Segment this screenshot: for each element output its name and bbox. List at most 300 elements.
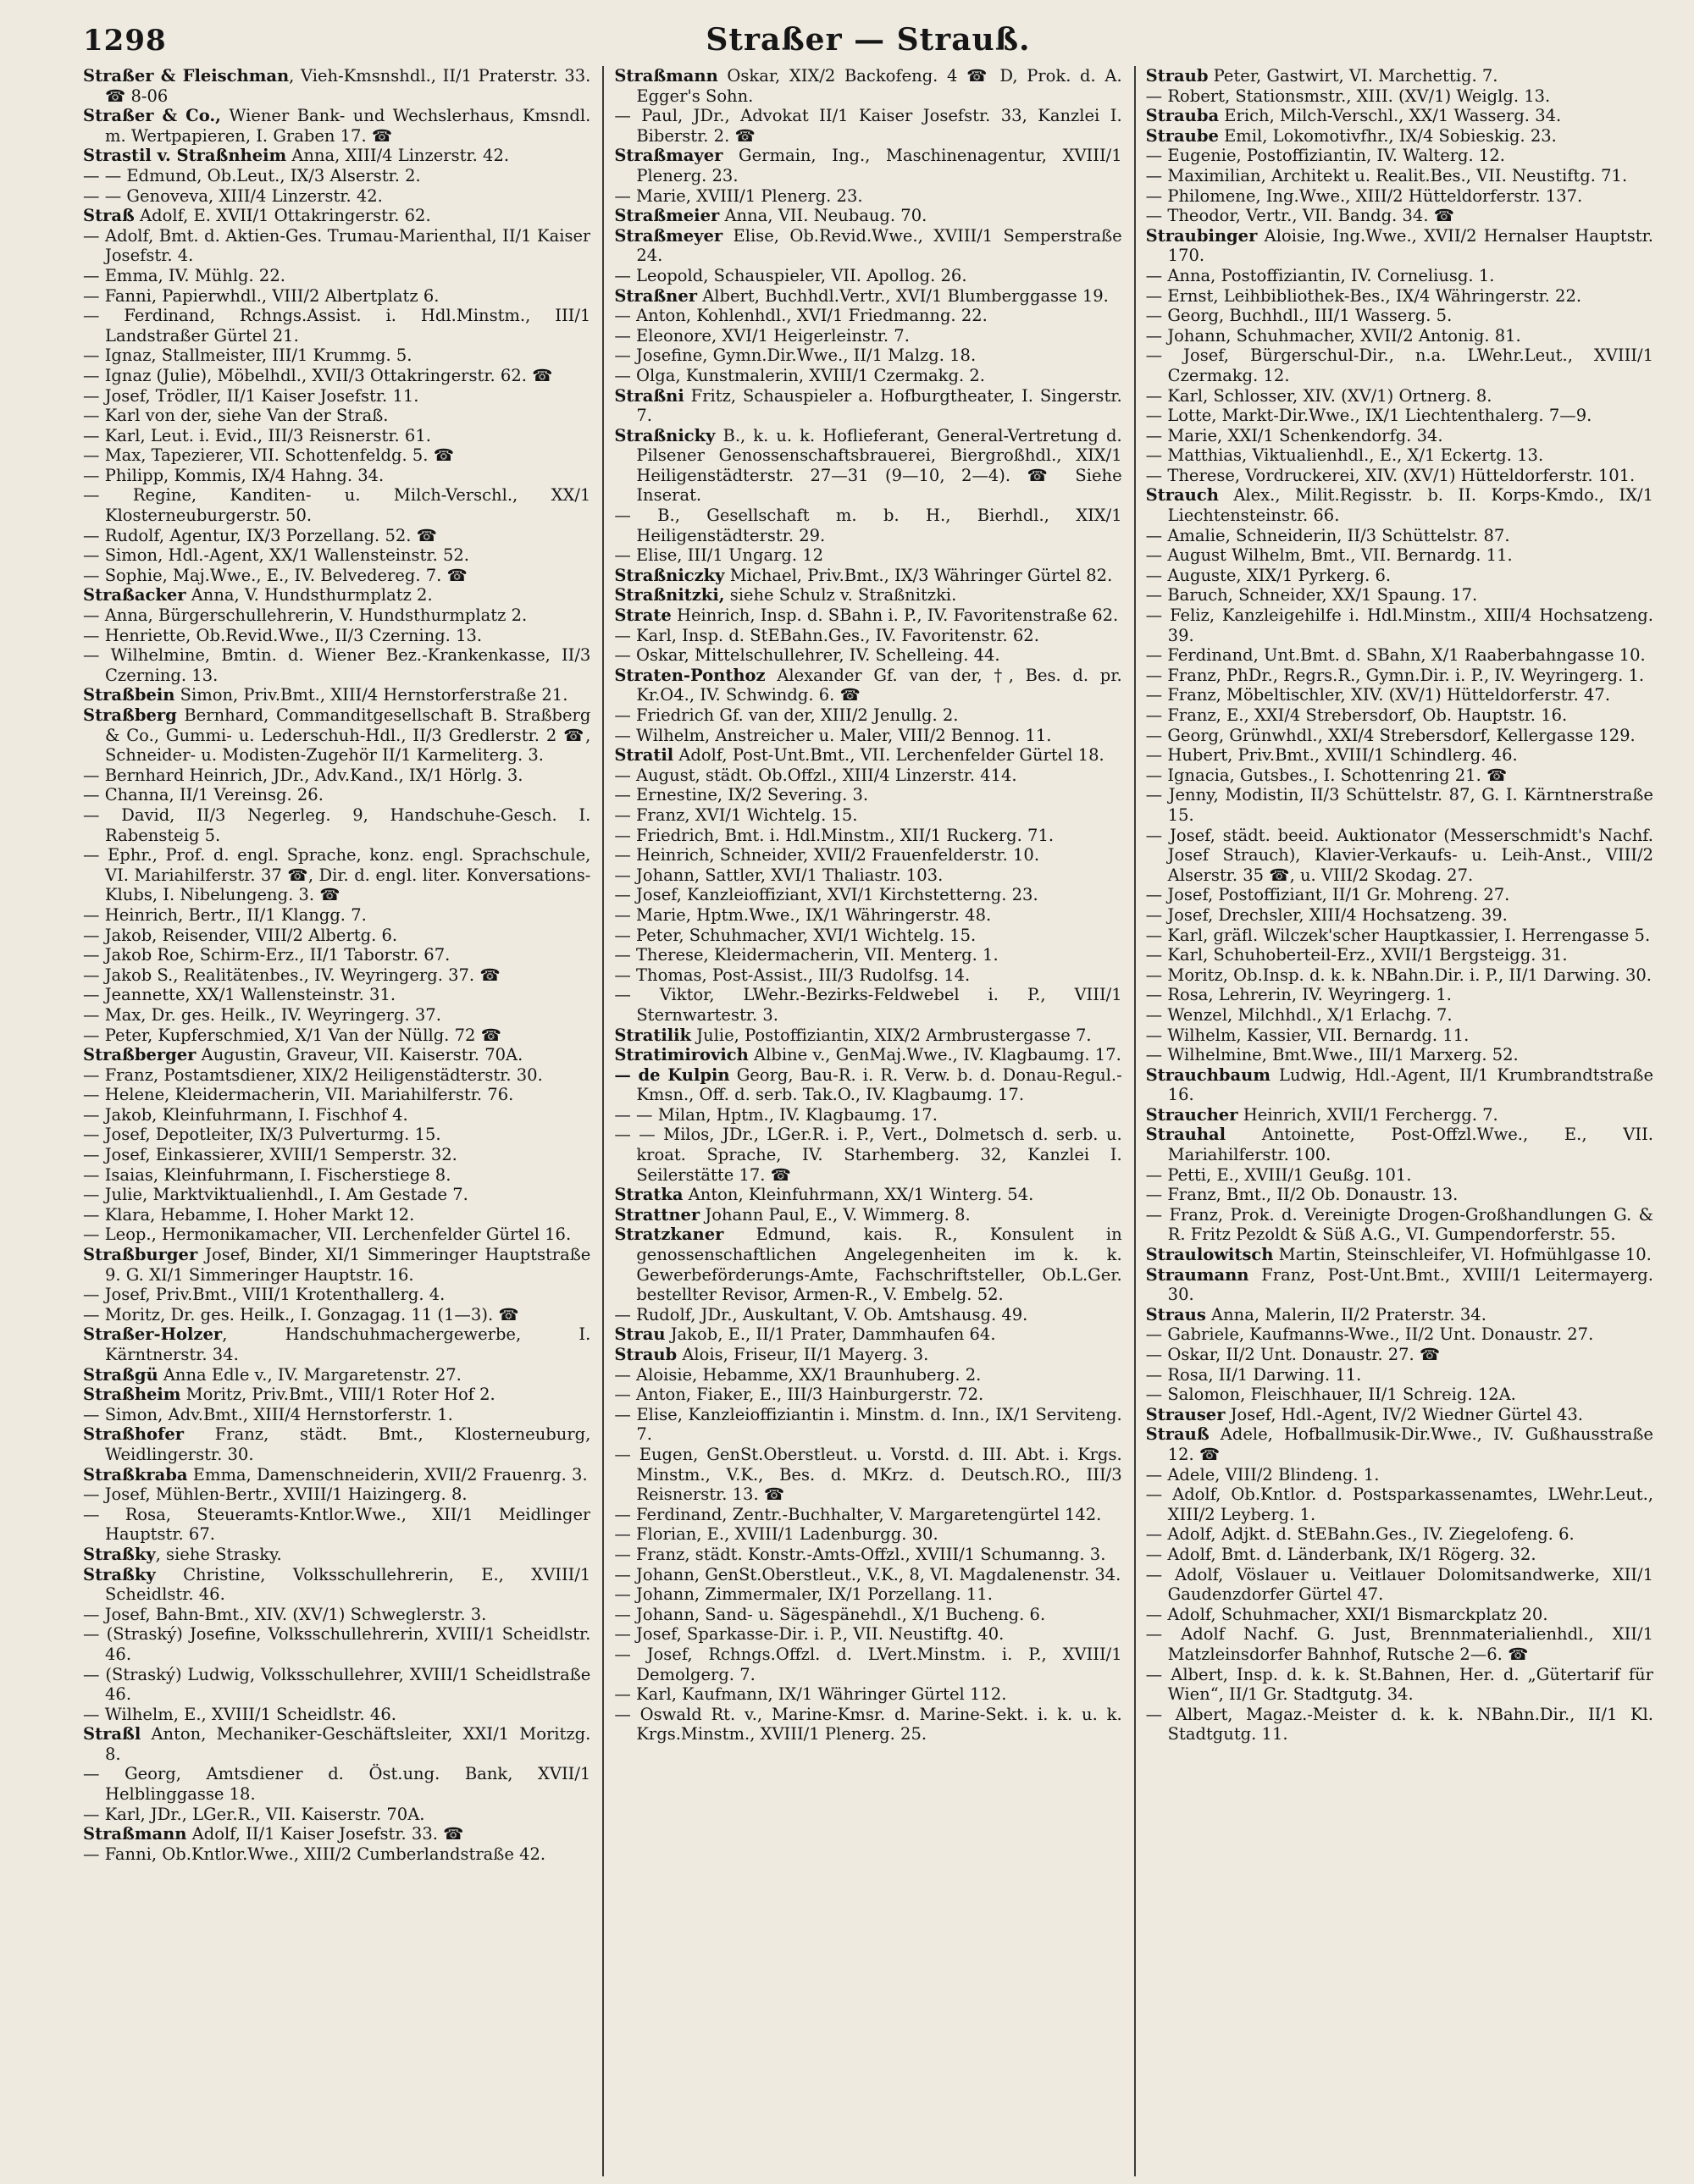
directory-entry [1146, 705, 1653, 726]
entry-details: — Rudolf, JDr., Auskultant, V. Ob. Amtshausg. 49. [614, 1304, 1028, 1324]
directory-entry [614, 1524, 1121, 1545]
entry-details: — Adolf, Adjkt. d. StEBahn.Ges., IV. Ziegelofeng. 6. [1145, 1524, 1575, 1545]
entry-details: — Wenzel, Milchhdl., X/1 Erlachg. 7. [1145, 1004, 1453, 1025]
entry-details: Augustin, Graveur, VII. Kaiserstr. 70A. [196, 1045, 523, 1065]
directory-entry [83, 346, 590, 366]
entry-details: — Moritz, Ob.Insp. d. k. k. NBahn.Dir. i. P., II/1 Darwing. 30. [1145, 965, 1652, 985]
entry-details: — Amalie, Schneiderin, II/3 Schüttelstr. 87. [1145, 525, 1510, 545]
directory-entry [614, 1045, 1121, 1065]
entry-details: — Ignacia, Gutsbes., I. Schottenring 21. ☎ [1145, 765, 1508, 785]
entry-details: — Franz, Bmt., II/2 Ob. Donaustr. 13. [1145, 1185, 1459, 1205]
entry-details: — Josefine, Gymn.Dir.Wwe., II/1 Malzg. 18. [614, 346, 977, 366]
directory-entry [614, 1565, 1121, 1585]
column-3 [1134, 66, 1653, 2176]
directory-entry [1146, 666, 1653, 686]
directory-entry [614, 985, 1121, 1025]
entry-details: — Baruch, Schneider, XX/1 Spaung. 17. [1145, 585, 1478, 605]
directory-entry [1146, 326, 1653, 346]
directory-entry [83, 406, 590, 426]
entry-details: — Eugen, GenSt.Oberstleut. u. Vorstd. d. III. Abt. i. Krgs. Minstm., V.K., Bes. d. MKrz. d. Deutsch.RO., III/3 Reisnerstr. 13. ☎ [614, 1444, 1122, 1505]
directory-entry [614, 805, 1121, 826]
entry-details: Antoinette, Post-Offzl.Wwe., E., VII. Mariahilferstr. 100. [1167, 1125, 1653, 1165]
entry-details: Wiener Bank- und Wechslerhaus, Kmsndl. m. Wertpapieren, I. Graben 17. ☎ [105, 106, 591, 146]
entry-details: — Max, Tapezierer, VII. Schottenfeldg. 5. ☎ [83, 445, 454, 466]
directory-entry [614, 626, 1121, 646]
entry-details: — Simon, Hdl.-Agent, XX/1 Wallensteinstr. 52. [83, 545, 469, 566]
directory-entry [614, 585, 1121, 605]
entry-details: — Georg, Buchhdl., III/1 Wasserg. 5. [1145, 306, 1453, 326]
directory-entry [1146, 1165, 1653, 1186]
directory-entry [614, 1324, 1121, 1345]
page-header [83, 19, 1653, 63]
entry-details: — Adele, VIII/2 Blindeng. 1. [1145, 1464, 1380, 1485]
directory-entry [614, 885, 1121, 905]
entry-details: Anna Edle v., IV. Margaretenstr. 27. [158, 1364, 462, 1385]
entry-details: — Josef, Bürgerschul-Dir., n.a. LWehr.Leut., XVIII/1 Czermakg. 12. [1145, 346, 1653, 385]
entry-details: — Friedrich Gf. van der, XIII/2 Jenullg. 2. [614, 705, 959, 725]
directory-entry [83, 286, 590, 307]
entry-surname: Straßbein [83, 685, 175, 705]
directory-entry [614, 1205, 1121, 1225]
directory-entry [1146, 1565, 1653, 1605]
directory-entry [1146, 1545, 1653, 1565]
entry-surname: Straten-Ponthoz [614, 665, 766, 685]
directory-entry [614, 826, 1121, 846]
directory-entry [614, 186, 1121, 207]
entry-details: — Simon, Adv.Bmt., XIII/4 Hernstorferstr. 1. [83, 1404, 453, 1424]
directory-entry [83, 605, 590, 626]
directory-entry [1146, 1105, 1653, 1125]
directory-entry [614, 1505, 1121, 1525]
directory-entry [614, 366, 1121, 386]
directory-entry [614, 1185, 1121, 1205]
directory-entry [83, 926, 590, 946]
entry-details: — Rosa, Lehrerin, IV. Weyringerg. 1. [1145, 985, 1452, 1005]
entry-surname: Straßky [83, 1544, 156, 1564]
entry-details: — Ernst, Leihbibliothek-Bes., IX/4 Währingerstr. 22. [1145, 285, 1582, 306]
entry-details: — Wilhelm, Kassier, VII. Bernardg. 11. [1145, 1025, 1470, 1045]
directory-entry [83, 705, 590, 766]
entry-details: — Karl, gräfl. Wilczek'scher Hauptkassier, I. Herrengasse 5. [1145, 925, 1651, 945]
entry-details: — Heinrich, Schneider, XVII/2 Frauenfelderstr. 10. [614, 845, 1040, 865]
directory-entry [614, 1385, 1121, 1405]
directory-entry [1146, 885, 1653, 905]
entry-details: — Rosa, Steueramts-Kntlor.Wwe., XII/1 Meidlinger Hauptstr. 67. [83, 1504, 591, 1545]
entry-surname: Strauß [1145, 1424, 1210, 1445]
directory-entry [1146, 726, 1653, 746]
entry-surname: Strate [614, 605, 672, 626]
directory-entry [83, 1305, 590, 1325]
directory-entry [1146, 1665, 1653, 1705]
entry-surname: Strastil v. Straßnheim [83, 146, 287, 166]
directory-entry [614, 1305, 1121, 1325]
directory-entry [614, 905, 1121, 926]
entry-details: — Eugenie, Postoffiziantin, IV. Walterg. 12. [1145, 146, 1505, 166]
directory-entry [1146, 266, 1653, 286]
entry-details: Elise, Ob.Revid.Wwe., XVIII/1 Semperstraße 24. [636, 225, 1122, 266]
entry-details: — — Edmund, Ob.Leut., IX/3 Alserstr. 2. [83, 165, 421, 185]
entry-details: — — Genoveva, XIII/4 Linzerstr. 42. [83, 185, 383, 206]
entry-details: — Salomon, Fleischhauer, II/1 Schreig. 12A. [1145, 1385, 1516, 1405]
directory-entry [1146, 206, 1653, 226]
entry-details: Julie, Postoffiziantin, XIX/2 Armbrustergasse 7. [691, 1025, 1092, 1045]
directory-entry [614, 506, 1121, 545]
directory-entry [1146, 386, 1653, 406]
entry-surname: Straßniczky [614, 565, 725, 585]
entry-details: Bernhard, Commanditgesellschaft B. Straßberg & Co., Gummi- u. Lederschuh-Hdl., II/3 Gredlerstr. 2 ☎, Schneider- u. Modisten-Zugehör II/1 Karmeliterg. 3. [105, 705, 591, 766]
entry-surname: Strauchbaum [1145, 1064, 1270, 1085]
directory-entry [83, 1665, 590, 1705]
directory-entry [83, 905, 590, 926]
entry-details: — Klara, Hebamme, I. Hoher Markt 12. [83, 1204, 415, 1225]
directory-entry [614, 965, 1121, 986]
entry-details: — Jenny, Modistin, II/3 Schüttelstr. 87, G. I. Kärntnerstraße 15. [1145, 785, 1653, 825]
entry-surname: Straulowitsch [1145, 1245, 1274, 1265]
directory-entry [83, 1605, 590, 1625]
directory-entry [1146, 406, 1653, 426]
entry-details: — Georg, Grünwhdl., XXI/4 Strebersdorf, Kellergasse 129. [1145, 725, 1636, 745]
entry-details: — Oswald Rt. v., Marine-Kmsr. d. Marine-Sekt. i. k. u. k. Krgs.Minstm., XVIII/1 Plenerg. 25. [614, 1704, 1122, 1744]
entry-details: — David, II/3 Negerleg. 9, Handschuhe-Gesch. I. Rabensteig 5. [83, 804, 591, 845]
entry-details: — Rudolf, Agentur, IX/3 Porzellang. 52. ☎ [83, 525, 437, 545]
entry-details: — August, städt. Ob.Offzl., XIII/4 Linzerstr. 414. [614, 765, 1017, 785]
entry-details: — Ignaz, Stallmeister, III/1 Krummg. 5. [83, 346, 412, 366]
directory-entry [1146, 86, 1653, 107]
entry-surname: Stratka [614, 1185, 684, 1205]
entry-details: — Anna, Postoffiziantin, IV. Corneliusg. 1. [1145, 265, 1495, 285]
directory-entry [83, 426, 590, 446]
entry-details: — Johann, Sattler, XVI/1 Thaliastr. 103. [614, 865, 944, 885]
entry-details: Edmund, kais. R., Konsulent in genossenschaftlichen Angelegenheiten im k. k. Gewerbeförderungs-Amte, Fachschriftsteller, Ob.L.Ger. bestellter Revisor, Armen-R., V. Embelg. 52. [636, 1225, 1122, 1305]
entry-surname: Straßheim [83, 1385, 181, 1405]
entry-details: — Feliz, Kanzleigehilfe i. Hdl.Minstm., XIII/4 Hochsatzeng. 39. [1145, 605, 1653, 645]
directory-entry [1146, 166, 1653, 186]
directory-entry [614, 605, 1121, 626]
entry-details: — Jakob, Reisender, VIII/2 Albertg. 6. [83, 925, 398, 945]
directory-entry [83, 1105, 590, 1125]
directory-entry [1146, 1424, 1653, 1464]
directory-entry [614, 1545, 1121, 1565]
directory-entry [614, 326, 1121, 346]
entry-details: Alexander Gf. van der, †, Bes. d. pr. Kr.O4., IV. Schwindg. 6. ☎ [636, 665, 1122, 705]
directory-entry [614, 1705, 1121, 1744]
entry-surname: Straßberg [83, 705, 177, 725]
directory-entry [83, 1385, 590, 1405]
entry-details: — Jakob Roe, Schirm-Erz., II/1 Taborstr. 67. [83, 945, 451, 965]
directory-entry [83, 805, 590, 845]
entry-surname: Straßacker [83, 585, 186, 605]
entry-details: Anna, VII. Neubaug. 70. [719, 206, 927, 226]
directory-entry [1146, 1345, 1653, 1365]
entry-details: — Karl, Insp. d. StEBahn.Ges., IV. Favoritenstr. 62. [614, 625, 1039, 645]
directory-entry [1146, 66, 1653, 86]
directory-entry [1146, 1385, 1653, 1405]
entry-surname: Straßkraba [83, 1464, 188, 1485]
entry-details: Anna, XIII/4 Linzerstr. 42. [286, 146, 510, 166]
directory-entry [1146, 1265, 1653, 1305]
directory-entry [83, 685, 590, 705]
directory-entry [83, 785, 590, 805]
entry-details: — Anton, Kohlenhdl., XVI/1 Friedmanng. 22. [614, 306, 988, 326]
entry-details: Johann Paul, E., V. Wimmerg. 8. [700, 1204, 971, 1225]
entry-details: — Adolf, Schuhmacher, XXI/1 Bismarckplatz 20. [1145, 1604, 1548, 1624]
directory-entry [1146, 1405, 1653, 1425]
entry-details: — Aloisie, Hebamme, XX/1 Braunhuberg. 2. [614, 1364, 982, 1385]
entry-details: — Isaias, Kleinfuhrmann, I. Fischerstiege 8. [83, 1164, 451, 1185]
directory-entry [83, 466, 590, 486]
entry-surname: Stratimirovich [614, 1045, 749, 1065]
entry-details: — Oskar, II/2 Unt. Donaustr. 27. ☎ [1145, 1345, 1441, 1364]
entry-surname: Straucher [1145, 1104, 1238, 1125]
directory-entry [614, 1125, 1121, 1185]
directory-entry [1146, 826, 1653, 886]
entry-details: Albert, Buchhdl.Vertr., XVI/1 Blumberggasse 19. [697, 285, 1109, 306]
entry-surname: Straßmayer [614, 146, 723, 166]
entry-details: — Elise, III/1 Ungarg. 12 [614, 545, 824, 566]
entry-details: — Adolf, Bmt. d. Länderbank, IX/1 Rögerg. 32. [1145, 1544, 1536, 1564]
directory-entry [1146, 745, 1653, 766]
directory-entry [1146, 485, 1653, 525]
directory-entry [1146, 1305, 1653, 1325]
directory-entry [614, 206, 1121, 226]
entry-details: — Olga, Kunstmalerin, XVIII/1 Czermakg. 2. [614, 365, 985, 385]
entry-surname: Straßburger [83, 1245, 198, 1265]
directory-entry [1146, 426, 1653, 446]
directory-entry [83, 106, 590, 146]
entry-details: — Johann, Sand- u. Sägespänehdl., X/1 Bucheng. 6. [614, 1604, 1046, 1624]
entry-details: — Karl, JDr., LGer.R., VII. Kaiserstr. 70A. [83, 1804, 425, 1824]
entry-details: — Karl, Leut. i. Evid., III/3 Reisnerstr. 61. [83, 425, 431, 445]
entry-details: — Leopold, Schauspieler, VII. Apollog. 26. [614, 265, 967, 285]
directory-entry [83, 545, 590, 566]
entry-details: — (Straský) Ludwig, Volksschullehrer, XVIII/1 Scheidlstraße 46. [83, 1664, 591, 1705]
entry-details: — Thomas, Post-Assist., III/3 Rudolfsg. 14. [614, 965, 971, 985]
entry-details: — Oskar, Mittelschullehrer, IV. Schelleing. 44. [614, 645, 1000, 666]
directory-entry [614, 1026, 1121, 1046]
directory-entry [1146, 1205, 1653, 1245]
entry-details: — Albert, Insp. d. k. k. St.Bahnen, Her. d. „Gütertarif für Wien“, II/1 Gr. Stadtgutg. 34. [1145, 1664, 1653, 1705]
directory-entry [83, 1165, 590, 1186]
directory-entry [1146, 566, 1653, 586]
entry-surname: Straßni [614, 385, 684, 406]
page-number: 1298 [83, 24, 167, 58]
entry-details: — Heinrich, Bertr., II/1 Klangg. 7. [83, 904, 367, 925]
directory-entry [614, 926, 1121, 946]
entry-details: — Florian, E., XVIII/1 Ladenburgg. 30. [614, 1524, 938, 1545]
directory-entry [614, 666, 1121, 705]
entry-details: Anna, V. Hundsthurmplatz 2. [185, 585, 433, 605]
entry-details: — Bernhard Heinrich, JDr., Adv.Kand., IX/1 Hörlg. 3. [83, 765, 523, 785]
entry-surname: Straß [83, 206, 135, 226]
directory-entry [83, 1065, 590, 1086]
entry-details: — Franz, städt. Konstr.-Amts-Offzl., XVIII/1 Schumanng. 3. [614, 1544, 1106, 1564]
directory-entry [614, 1445, 1121, 1505]
directory-entry [614, 766, 1121, 786]
directory-entry [614, 705, 1121, 726]
entry-details: — Max, Dr. ges. Heilk., IV. Weyringerg. 37. [83, 1004, 441, 1025]
entry-details: — Josef, Mühlen-Bertr., XVIII/1 Haizingerg. 8. [83, 1485, 468, 1505]
directory-entry [83, 985, 590, 1005]
entry-details: — Viktor, LWehr.-Bezirks-Feldwebel i. P., VIII/1 Sternwartestr. 3. [614, 985, 1122, 1025]
entry-details: — Josef, Rchngs.Offzl. d. LVert.Minstm. i. P., XVIII/1 Demolgerg. 7. [614, 1644, 1122, 1684]
entry-details: Ludwig, Hdl.-Agent, II/1 Krumbrandtstraße 16. [1167, 1064, 1653, 1105]
directory-entry [83, 1545, 590, 1565]
directory-entry [614, 266, 1121, 286]
entry-surname: Straßnitzki, [614, 585, 725, 605]
entry-surname: Straßmeyer [614, 225, 723, 246]
entry-details: — Adolf Nachf. G. Just, Brennmaterialienhdl., XII/1 Matzleinsdorfer Bahnhof, Rutsche 2—6. ☎ [1145, 1624, 1653, 1664]
directory-entry [614, 146, 1121, 185]
entry-details: — Marie, XVIII/1 Plenerg. 23. [614, 185, 863, 206]
entry-details: — Josef, Bahn-Bmt., XIV. (XV/1) Schweglerstr. 3. [83, 1604, 487, 1624]
entry-details: — Josef, Sparkasse-Dir. i. P., VII. Neustiftg. 40. [614, 1624, 1005, 1645]
directory-entry [1146, 1465, 1653, 1485]
directory-entry [83, 206, 590, 226]
entry-surname: Strauhal [1145, 1125, 1226, 1145]
entry-details: Adolf, E. XVII/1 Ottakringerstr. 62. [134, 206, 431, 226]
directory-entry [1146, 1524, 1653, 1545]
directory-entry [1146, 965, 1653, 986]
entry-details: — Adolf, Vöslauer u. Veitlauer Dolomitsandwerke, XII/1 Gaudenzdorfer Gürtel 47. [1145, 1564, 1653, 1605]
entry-details: — Ferdinand, Zentr.-Buchhalter, V. Margaretengürtel 142. [614, 1504, 1102, 1524]
entry-details: — Fanni, Papierwhdl., VIII/2 Albertplatz 6. [83, 285, 440, 306]
directory-entry [614, 306, 1121, 326]
directory-entry [83, 1764, 590, 1804]
directory-entry [83, 1465, 590, 1485]
entry-surname: Straßmeier [614, 206, 720, 226]
directory-entry [83, 1285, 590, 1305]
directory-entry [83, 485, 590, 525]
entry-details: Fritz, Schauspieler a. Hofburgtheater, I. Singerstr. 7. [636, 385, 1122, 426]
entry-details: , Handschuhmachergewerbe, I. Kärntnerstr. 34. [105, 1324, 591, 1364]
entry-details: — Josef, Postoffiziant, II/1 Gr. Mohreng. 27. [1145, 885, 1510, 905]
entry-details: — Ferdinand, Rchngs.Assist. i. Hdl.Minstm., III/1 Landstraßer Gürtel 21. [83, 306, 591, 346]
directory-entry [1146, 1605, 1653, 1625]
entry-surname: Stratzkaner [614, 1225, 724, 1245]
entry-details: — Moritz, Dr. ges. Heilk., I. Gonzagag. 11 (1—3). ☎ [83, 1304, 519, 1324]
directory-entry [83, 186, 590, 207]
directory-entry [83, 1045, 590, 1065]
entry-details: — Karl, Kaufmann, IX/1 Währinger Gürtel 112. [614, 1684, 1007, 1705]
entry-details: — Philipp, Kommis, IX/4 Hahng. 34. [83, 465, 385, 485]
directory-entry [1146, 1485, 1653, 1524]
entry-surname: Straub [614, 1345, 678, 1364]
entry-surname: Straßer & Co., [83, 106, 221, 126]
entry-details: Christine, Volksschullehrerin, E., XVIII/1 Scheidlstr. 46. [105, 1564, 591, 1605]
entry-details: — Franz, E., XXI/4 Strebersdorf, Ob. Hauptstr. 16. [1145, 705, 1568, 725]
directory-entry [83, 1245, 590, 1285]
entry-surname: — de Kulpin [614, 1064, 730, 1085]
entry-details: — Adolf, Ob.Kntlor. d. Postsparkassenamtes, LWehr.Leut., XIII/2 Leyberg. 1. [1145, 1485, 1653, 1524]
entry-details: — Marie, XXI/1 Schenkendorfg. 34. [1145, 425, 1443, 445]
directory-entry [83, 845, 590, 905]
entry-details: — Josef, Trödler, II/1 Kaiser Josefstr. 11. [83, 385, 419, 406]
entry-surname: Straßnicky [614, 425, 716, 445]
entry-surname: Straub [1145, 66, 1209, 86]
entry-surname: Strauser [1145, 1404, 1226, 1424]
directory-entry [1146, 1365, 1653, 1385]
entry-details: — Auguste, XIX/1 Pyrkerg. 6. [1145, 565, 1392, 585]
directory-entry [83, 1485, 590, 1505]
entry-surname: Strauch [1145, 485, 1219, 506]
entry-details: — Franz, PhDr., Regrs.R., Gymn.Dir. i. P., IV. Weyringerg. 1. [1145, 665, 1645, 685]
directory-entry [1146, 286, 1653, 307]
entry-details: — Hubert, Priv.Bmt., XVIII/1 Schindlerg. 46. [1145, 745, 1518, 766]
entry-details: — Channa, II/1 Vereinsg. 26. [83, 785, 324, 805]
entry-details: Simon, Priv.Bmt., XIII/4 Hernstorferstraße 21. [174, 685, 568, 705]
columns [83, 66, 1653, 2176]
entry-details: Jakob, E., II/1 Prater, Dammhaufen 64. [665, 1324, 996, 1345]
directory-entry [614, 1225, 1121, 1304]
entry-details: — Albert, Magaz.-Meister d. k. k. NBahn.Dir., II/1 Kl. Stadtgutg. 11. [1145, 1704, 1653, 1744]
entry-surname: Straßgü [83, 1364, 158, 1385]
entry-details: — Sophie, Maj.Wwe., E., IV. Belvedereg. 7. ☎ [83, 565, 468, 585]
entry-details: — Josef, Einkassierer, XVIII/1 Semperstr. 32. [83, 1145, 457, 1165]
entry-details: — Jakob, Kleinfuhrmann, I. Fischhof 4. [83, 1104, 408, 1125]
directory-entry [614, 106, 1121, 146]
entry-surname: Strau [614, 1324, 666, 1345]
directory-entry [1146, 1005, 1653, 1026]
entry-details: — Julie, Marktviktualienhdl., I. Am Gestade 7. [83, 1185, 468, 1205]
directory-entry [83, 1824, 590, 1844]
entry-details: Josef, Hdl.-Agent, IV/2 Wiedner Gürtel 43. [1225, 1404, 1583, 1424]
entry-details: — August Wilhelm, Bmt., VII. Bernardg. 11. [1145, 545, 1513, 566]
directory-entry [83, 66, 590, 106]
directory-entry [614, 1584, 1121, 1605]
directory-entry [83, 1505, 590, 1545]
entry-surname: Stratil [614, 745, 674, 766]
directory-entry [83, 1565, 590, 1605]
entry-details: — Georg, Amtsdiener d. Öst.ung. Bank, XVII/1 Helblinggasse 18. [83, 1764, 591, 1805]
directory-entry [1146, 1026, 1653, 1046]
directory-entry [614, 346, 1121, 366]
entry-details: — Petti, E., XVIII/1 Geußg. 101. [1145, 1164, 1412, 1185]
directory-entry [1146, 126, 1653, 147]
directory-entry [1146, 926, 1653, 946]
entry-details: B., k. u. k. Hoflieferant, General-Vertretung d. Pilsener Genossenschaftsbrauerei, Biergroßhdl., XIX/1 Heiligenstädterstr. 27—31 (9—10, 2—4). ☎ Siehe Inserat. [636, 425, 1122, 506]
entry-details: Oskar, XIX/2 Backofeng. 4 ☎ D, Prok. d. A. Egger's Sohn. [636, 66, 1122, 106]
entry-details: Adolf, Post-Unt.Bmt., VII. Lerchenfelder Gürtel 18. [673, 745, 1104, 766]
directory-entry [614, 945, 1121, 965]
directory-entry [614, 1605, 1121, 1625]
directory-entry [83, 146, 590, 166]
directory-entry [1146, 466, 1653, 486]
entry-details: Anna, Malerin, II/2 Praterstr. 34. [1205, 1304, 1486, 1324]
directory-entry [614, 1405, 1121, 1445]
entry-surname: Straßmann [83, 1824, 187, 1844]
entry-details: — Robert, Stationsmstr., XIII. (XV/1) Weiglg. 13. [1145, 86, 1551, 106]
entry-surname: Strattner [614, 1204, 700, 1225]
entry-details: — Therese, Kleidermacherin, VII. Menterg. 1. [614, 945, 999, 965]
entry-surname: Straumann [1145, 1264, 1249, 1285]
entry-details: Emil, Lokomotivfhr., IX/4 Sobieskig. 23. [1218, 125, 1557, 146]
entry-details: — Wilhelmine, Bmtin. d. Wiener Bez.-Krankenkasse, II/3 Czerning. 13. [83, 645, 591, 685]
entry-details: — Emma, IV. Mühlg. 22. [83, 265, 285, 285]
directory-entry [83, 445, 590, 466]
directory-entry [614, 386, 1121, 426]
entry-details: Franz, Post-Unt.Bmt., XVIII/1 Leitermayerg. 30. [1167, 1264, 1653, 1305]
entry-details: Josef, Binder, XI/1 Simmeringer Hauptstraße 9. G. XI/1 Simmeringer Hauptstr. 16. [105, 1245, 591, 1285]
directory-entry [614, 66, 1121, 106]
entry-details: — Henriette, Ob.Revid.Wwe., II/3 Czerning. 13. [83, 625, 483, 645]
directory-entry [1146, 545, 1653, 566]
entry-details: — Franz, Postamtsdiener, XIX/2 Heiligenstädterstr. 30. [83, 1064, 543, 1085]
directory-entry [1146, 146, 1653, 166]
directory-entry [1146, 1065, 1653, 1105]
entry-details: — Franz, Prok. d. Vereinigte Drogen-Großhandlungen G. & R. Fritz Pezoldt & Süß A.G., VI. Gumpendorferstr. 55. [1145, 1204, 1653, 1245]
directory-entry [83, 1145, 590, 1165]
directory-entry [1146, 106, 1653, 126]
